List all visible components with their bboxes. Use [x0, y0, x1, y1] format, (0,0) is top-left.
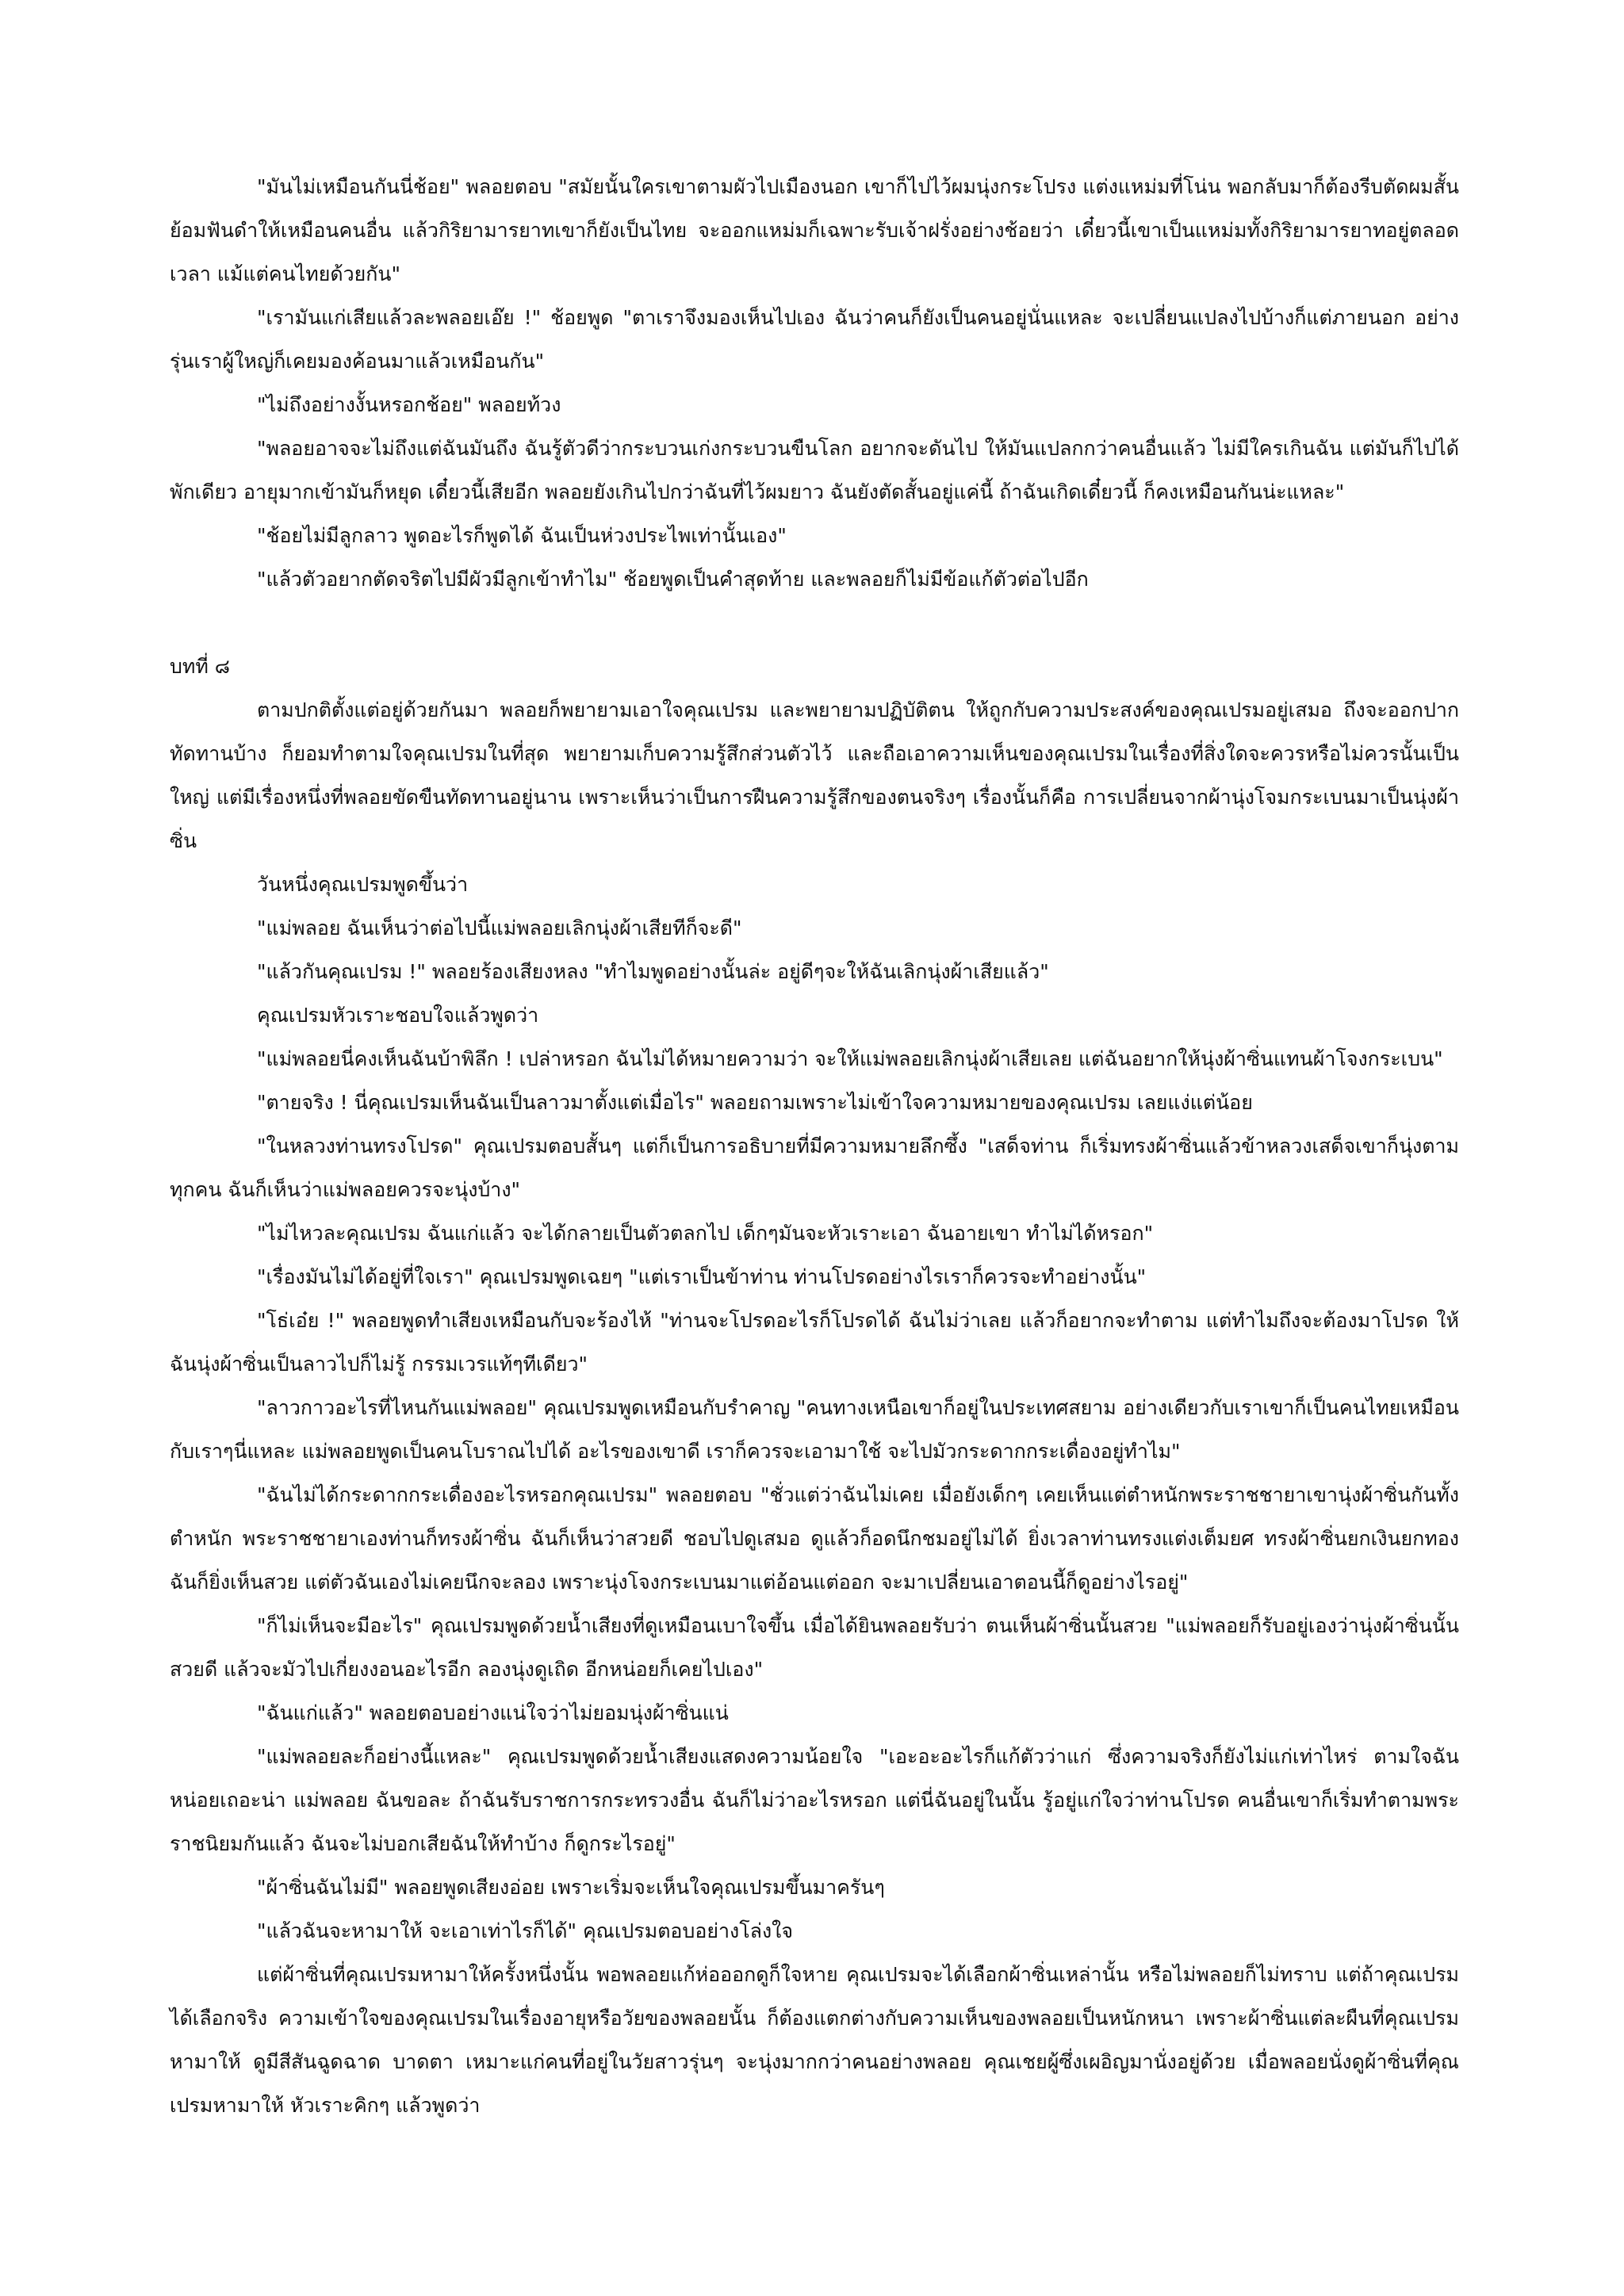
paragraph: "ผ้าซิ่นฉันไม่มี" พลอยพูดเสียงอ่อย เพราะเริ่มจะเห็นใจคุณเปรมขึ้นมาครันๆ [257, 1876, 885, 1899]
paragraph: "แม่พลอยนี่คงเห็นฉันบ้าพิลึก ! เปล่าหรอก ฉันไม่ได้หมายความว่า จะให้แม่พลอยเลิกนุ่งผ้าเสียเลย แต่ฉันอยากให้นุ่งผ้าซิ่นแทนผ้าโจงกระเบน" [257, 1047, 1443, 1070]
paragraph: "ไม่ไหวละคุณเปรม ฉันแก่แล้ว จะได้กลายเป็นตัวตลกไป เด็กๆมันจะหัวเราะเอา ฉันอายเขา ทำไม่ได้หรอก" [257, 1222, 1154, 1245]
paragraph: "พลอยอาจจะไม่ถึงแต่ฉันมันถึง ฉันรู้ตัวดีว่ากระบวนเก่งกระบวนขืนโลก อยากจะดันไป ให้มันแปลกกว่าคนอื่นแล้ว ไม่มีใครเกินฉัน แต่มันก็ไปได้พักเดียว อายุมากเข้ามันก็หยุด เดี๋ยวนี้เสียอีก พลอยยังเกินไปกว่าฉันที่ไว้ผมยาว ฉันยังตัดสั้นอยู่แค่นี้ ถ้าฉันเกิดเดี๋ยวนี้ ก็คงเหมือนกันน่ะแหละ" [170, 437, 1459, 503]
paragraph: "แล้วกันคุณเปรม !" พลอยร้องเสียงหลง "ทำไมพูดอย่างนั้นล่ะ อยู่ดีๆจะให้ฉันเลิกนุ่งผ้าเสียแล้ว" [257, 960, 1049, 983]
paragraph: "ก็ไม่เห็นจะมีอะไร" คุณเปรมพูดด้วยน้ำเสียงที่ดูเหมือนเบาใจขึ้น เมื่อได้ยินพลอยรับว่า ตนเห็นผ้าซิ่นนั้นสวย "แม่พลอยก็รับอยู่เองว่านุ่งผ้าซิ่นนั้นสวยดี แล้วจะมัวไปเกี่ยงงอนอะไรอีก ลองนุ่งดูเถิด อีกหน่อยก็เคยไปเอง" [170, 1614, 1459, 1681]
paragraph: "ฉันไม่ได้กระดากกระเดื่องอะไรหรอกคุณเปรม" พลอยตอบ "ชั่วแต่ว่าฉันไม่เคย เมื่อยังเด็กๆ เคยเห็นแต่ตำหนักพระราชชายาเขานุ่งผ้าซิ่นกันทั้งตำหนัก พระราชชายาเองท่านก็ทรงผ้าซิ่น ฉันก็เห็นว่าสวยดี ชอบไปดูเสมอ ดูแล้วก็อดนึกชมอยู่ไม่ได้ ยิ่งเวลาท่านทรงแต่งเต็มยศ ทรงผ้าซิ่นยกเงินยกทอง ฉันก็ยิ่งเห็นสวย แต่ตัวฉันเองไม่เคยนึกจะลอง เพราะนุ่งโจงกระเบนมาแต่อ้อนแต่ออก จะมาเปลี่ยนเอาตอนนี้ก็ดูอย่างไรอยู่" [170, 1483, 1459, 1594]
paragraph: "โธ่เอ๋ย !" พลอยพูดทำเสียงเหมือนกับจะร้องไห้ "ท่านจะโปรดอะไรก็โปรดได้ ฉันไม่ว่าเลย แล้วก็อยากจะทำตาม แต่ทำไมถึงจะต้องมาโปรด ให้ฉันนุ่งผ้าซิ่นเป็นลาวไปก็ไม่รู้ กรรมเวรแท้ๆทีเดียว" [170, 1309, 1459, 1376]
paragraph: "ในหลวงท่านทรงโปรด" คุณเปรมตอบสั้นๆ แต่ก็เป็นการอธิบายที่มีความหมายลึกซึ้ง "เสด็จท่าน ก็เริ่มทรงผ้าซิ่นแล้วข้าหลวงเสด็จเขาก็นุ่งตามทุกคน ฉันก็เห็นว่าแม่พลอยควรจะนุ่งบ้าง" [170, 1135, 1459, 1201]
paragraph: คุณเปรมหัวเราะชอบใจแล้วพูดว่า [257, 1004, 539, 1027]
paragraph: "ลาวกาวอะไรที่ไหนกันแม่พลอย" คุณเปรมพูดเหมือนกับรำคาญ "คนทางเหนือเขาก็อยู่ในประเทศสยาม อย่างเดียวกับเราเขาก็เป็นคนไทยเหมือนกับเราๆนี่แหละ แม่พลอยพูดเป็นคนโบราณไปได้ อะไรของเขาดี เราก็ควรจะเอามาใช้ จะไปมัวกระดากกระเดื่องอยู่ทำไม" [170, 1396, 1459, 1463]
paragraph: "แล้วตัวอยากตัดจริตไปมีผัวมีลูกเข้าทำไม" ช้อยพูดเป็นคำสุดท้าย และพลอยก็ไม่มีข้อแก้ตัวต่อไปอีก [257, 568, 1089, 591]
paragraph: "แม่พลอยละก็อย่างนี้แหละ" คุณเปรมพูดด้วยน้ำเสียงแสดงความน้อยใจ "เอะอะอะไรก็แก้ตัวว่าแก่ ซึ่งความจริงก็ยังไม่แก่เท่าไหร่ ตามใจฉันหน่อยเถอะน่า แม่พลอย ฉันขอละ ถ้าฉันรับราชการกระทรวงอื่น ฉันก็ไม่ว่าอะไรหรอก แต่นี่ฉันอยู่ในนั้น รู้อยู่แก่ใจว่าท่านโปรด คนอื่นเขาก็เริ่มทำตามพระราชนิยมกันแล้ว ฉันจะไม่บอกเสียฉันให้ทำบ้าง ก็ดูกระไรอยู่" [170, 1745, 1459, 1855]
paragraph: "ตายจริง ! นี่คุณเปรมเห็นฉันเป็นลาวมาตั้งแต่เมื่อไร" พลอยถามเพราะไม่เข้าใจความหมายของคุณเปรม เลยแง่แต่น้อย [257, 1091, 1253, 1114]
paragraph: ตามปกติตั้งแต่อยู่ด้วยกันมา พลอยก็พยายามเอาใจคุณเปรม และพยายามปฏิบัติตน ให้ถูกกับความประสงค์ของคุณเปรมอยู่เสมอ ถึงจะออกปากทัดทานบ้าง ก็ยอมทำตามใจคุณเปรมในที่สุด พยายามเก็บความรู้สึกส่วนตัวไว้ และถือเอาความเห็นของคุณเปรมในเรื่องที่สิ่งใดจะควรหรือไม่ควรนั้นเป็นใหญ่ แต่มีเรื่องหนึ่งที่พลอยขัดขืนทัดทานอยู่นาน เพราะเห็นว่าเป็นการฝืนความรู้สึกของตนจริงๆ เรื่องนั้นก็คือ การเปลี่ยนจากผ้านุ่งโจมกระเบนมาเป็นนุ่งผ้าซิ่น [170, 698, 1459, 852]
paragraph: "ไม่ถึงอย่างงั้นหรอกช้อย" พลอยท้วง [257, 393, 561, 416]
paragraph: "แล้วฉันจะหามาให้ จะเอาเท่าไรก็ได้" คุณเปรมตอบอย่างโล่งใจ [257, 1919, 794, 1942]
paragraph: วันหนึ่งคุณเปรมพูดขึ้นว่า [257, 873, 469, 896]
document-body [170, 165, 1459, 2127]
paragraph: "แม่พลอย ฉันเห็นว่าต่อไปนี้แม่พลอยเลิกนุ่งผ้าเสียทีก็จะดี" [257, 916, 742, 939]
paragraph: "มันไม่เหมือนกันนี่ช้อย" พลอยตอบ "สมัยนั้นใครเขาตามผัวไปเมืองนอก เขาก็ไปไว้ผมนุ่งกระโปรง แต่งแหม่มที่โน่น พอกลับมาก็ต้องรีบตัดผมสั้น ย้อมฟันดำให้เหมือนคนอื่น แล้วกิริยามารยาทเขาก็ยังเป็นไทย จะออกแหม่มก็เฉพาะรับเจ้าฝรั่งอย่างช้อยว่า เดี๋ยวนี้เขาเป็นแหม่มทั้งกิริยามารยาทอยู่ตลอดเวลา แม้แต่คนไทยด้วยกัน" [170, 175, 1459, 285]
paragraph: "เรื่องมันไม่ได้อยู่ที่ใจเรา" คุณเปรมพูดเฉยๆ "แต่เราเป็นข้าท่าน ท่านโปรดอย่างไรเราก็ควรจะทำอย่างนั้น" [257, 1265, 1147, 1288]
chapter-heading: บทที่ ๘ [170, 655, 231, 678]
paragraph: "ฉันแก่แล้ว" พลอยตอบอย่างแน่ใจว่าไม่ยอมนุ่งผ้าซิ่นแน่ [257, 1701, 729, 1724]
paragraph: แต่ผ้าซิ่นที่คุณเปรมหามาให้ครั้งหนึ่งนั้น พอพลอยแก้ห่อออกดูก็ใจหาย คุณเปรมจะได้เลือกผ้าซิ่นเหล่านั้น หรือไม่พลอยก็ไม่ทราบ แต่ถ้าคุณเปรมได้เลือกจริง ความเข้าใจของคุณเปรมในเรื่องอายุหรือวัยของพลอยนั้น ก็ต้องแตกต่างกับความเห็นของพลอยเป็นหนักหนา เพราะผ้าซิ่นแต่ละผืนที่คุณเปรมหามาให้ ดูมีสีสันฉูดฉาด บาดตา เหมาะแก่คนที่อยู่ในวัยสาวรุ่นๆ จะนุ่งมากกว่าคนอย่างพลอย คุณเชยผู้ซึ่งเผอิญมานั่งอยู่ด้วย เมื่อพลอยนั่งดูผ้าซิ่นที่คุณเปรมหามาให้ หัวเราะคิกๆ แล้วพูดว่า [170, 1963, 1459, 2117]
paragraph: "เรามันแก่เสียแล้วละพลอยเอ๊ย !" ช้อยพูด "ตาเราจึงมองเห็นไปเอง ฉันว่าคนก็ยังเป็นคนอยู่นั่นแหละ จะเปลี่ยนแปลงไปบ้างก็แต่ภายนอก อย่างรุ่นเราผู้ใหญ่ก็เคยมองค้อนมาแล้วเหมือนกัน" [170, 306, 1459, 373]
paragraph: "ช้อยไม่มีลูกลาว พูดอะไรก็พูดได้ ฉันเป็นห่วงประไพเท่านั้นเอง" [257, 524, 787, 547]
